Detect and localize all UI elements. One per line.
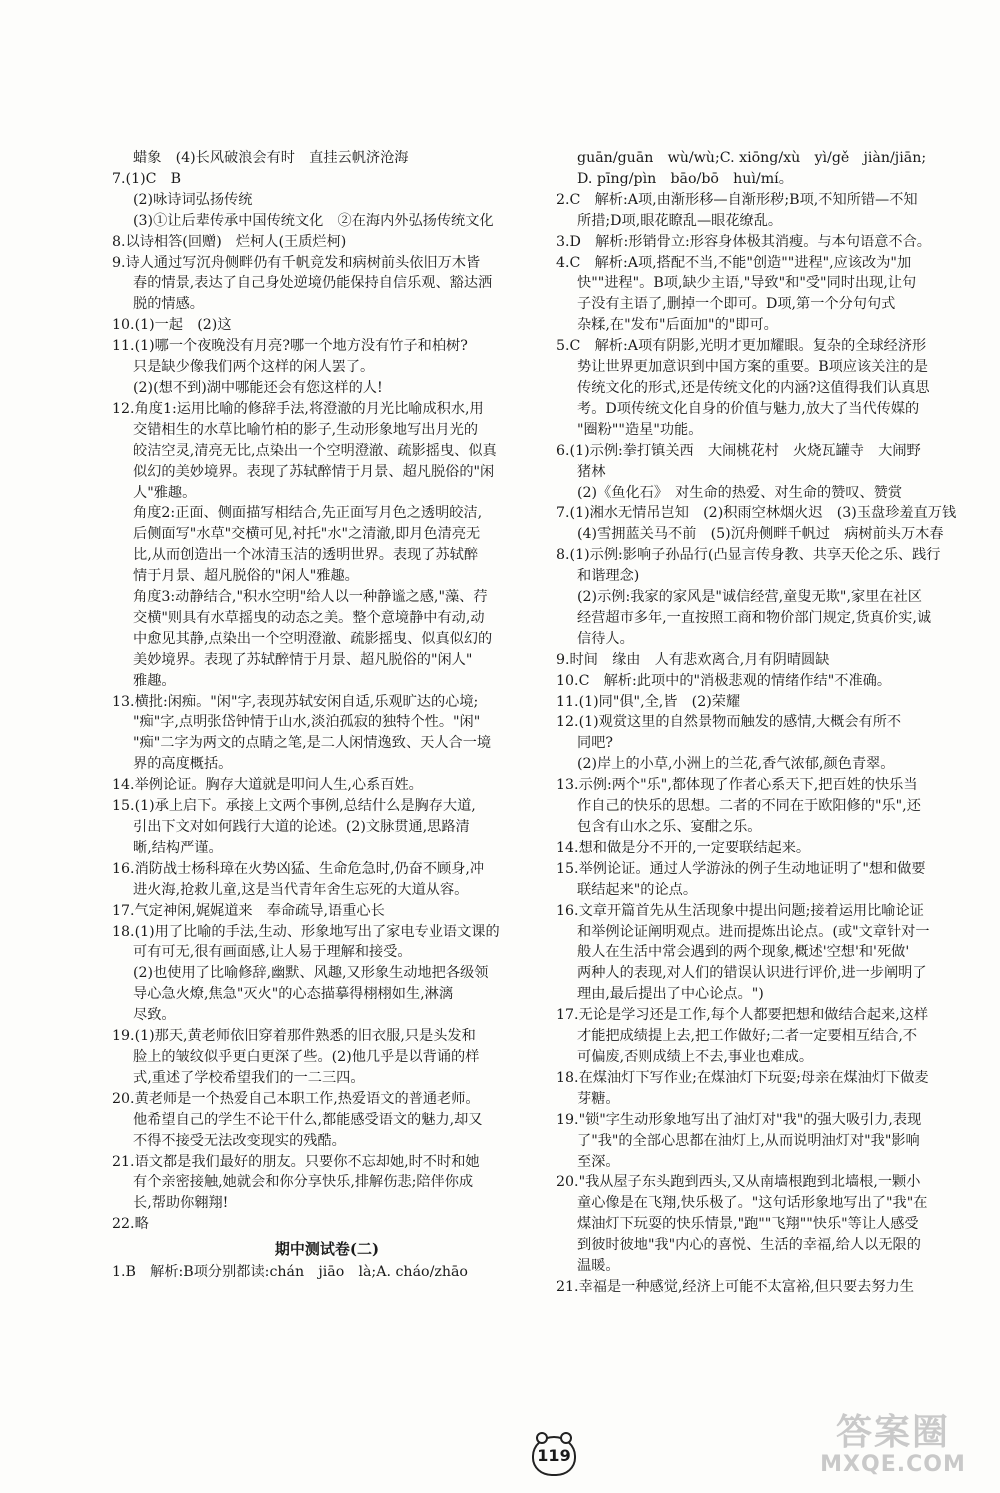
answer-line: 17.无论是学习还是工作,每个人都要把想和做结合起来,这样 xyxy=(556,1007,929,1024)
answer-line: 只是缺少像我们两个这样的闲人罢了。 xyxy=(133,359,375,376)
answer-line: 煤油灯下玩耍的快乐情景,"跑""飞翔""快乐"等让人感受 xyxy=(577,1216,919,1233)
answer-line: 12.(1)观赏这里的自然景物而触发的感情,大概会有所不 xyxy=(556,714,902,731)
answer-line: 作自己的快乐的思想。二者的不同在于欧阳修的"乐",还 xyxy=(577,798,921,815)
answer-line: 13.横批:闲痴。"闲"字,表现苏轼安闲自适,乐观旷达的心境; xyxy=(112,693,479,710)
answer-line: 11.(1)哪一个夜晚没有月亮?哪一个地方没有竹子和柏树? xyxy=(112,338,468,355)
answer-line: (2)岸上的小草,小洲上的兰花,香气浓郁,颜色青翠。 xyxy=(577,756,895,773)
answer-line: 界的高度概括。 xyxy=(133,756,233,773)
answer-line: (2)咏诗词弘扬传统 xyxy=(133,191,253,208)
answer-line: 8.以诗相答(回赠) 烂柯人(王质烂柯) xyxy=(112,233,347,250)
answer-line: 情于月景、超凡脱俗的"闲人"雅趣。 xyxy=(133,568,359,585)
answer-line: 21.幸福是一种感觉,经济上可能不太富裕,但只要去努力生 xyxy=(556,1278,914,1295)
answer-line: 尽致。 xyxy=(133,1007,176,1024)
answer-line: D. pīng/pìn bāo/bō huì/mí。 xyxy=(577,170,793,187)
answer-line: 14.想和做是分不开的,一定要联结起来。 xyxy=(556,839,811,856)
answer-line: 20."我从屋子东头跑到西头,又从南墙根跑到北墙根,一颗小 xyxy=(556,1174,921,1191)
answer-line: 晰,结构严谨。 xyxy=(133,839,223,856)
answer-line: 19.(1)那天,黄老师依旧穿着那件熟悉的旧衣服,只是头发和 xyxy=(112,1028,476,1045)
right-answer-lines xyxy=(556,148,996,1298)
answer-line: 后侧面写"水草"交横可见,衬托"水"之清澈,即月色清亮无 xyxy=(133,526,481,543)
answer-line: 温暖。 xyxy=(577,1258,620,1275)
answer-line: 21.语文都是我们最好的朋友。只要你不忘却她,时不时和她 xyxy=(112,1153,480,1170)
answer-line: 可偏废,否则成绩上不去,事业也难成。 xyxy=(577,1048,814,1065)
answer-line: 考。D项传统文化自身的价值与魅力,放大了当代传媒的 xyxy=(577,400,920,417)
answer-line: 春的情景,表达了自己身处逆境仍能保持自信乐观、豁达洒 xyxy=(133,275,493,292)
left-column xyxy=(112,148,542,1283)
answer-line: 比,从而创造出一个冰清玉洁的透明世界。表现了苏轼醉 xyxy=(133,547,479,564)
answer-line: 和谐理念) xyxy=(577,568,640,585)
answer-line: 19."锁"字生动形象地写出了油灯对"我"的强大吸引力,表现 xyxy=(556,1111,922,1128)
answer-line: 22.略 xyxy=(112,1216,149,1233)
answer-line: 9.时间 缘由 人有悲欢离合,月有阴晴圆缺 xyxy=(556,651,830,668)
answer-line: 蜡象 (4)长风破浪会有时 直挂云帆济沧海 xyxy=(133,150,409,166)
answer-line: 10.C 解析:此项中的"消极悲观的情绪作结"不准确。 xyxy=(556,672,892,689)
answer-line: 14.举例论证。胸存大道就是叩问人生,心系百姓。 xyxy=(112,777,423,794)
answer-line: 美妙境界。表现了苏轼醉情于月景、超凡脱俗的"闲人" xyxy=(133,651,473,668)
answer-line: 角度2:正面、侧面描写相结合,先正面写月色之透明皎洁, xyxy=(133,505,483,522)
answer-line: 18.(1)用了比喻的手法,生动、形象地写出了家电专业语文课的 xyxy=(112,923,500,940)
answer-line: (2)也使用了比喻修辞,幽默、风趣,又形象生动地把各级领 xyxy=(133,965,489,982)
answer-line: 进火海,抢救儿童,这是当代青年舍生忘死的大道从容。 xyxy=(133,881,469,898)
answer-line: 快""进程"。B项,缺少主语,"导致"和"受"同时出现,让句 xyxy=(577,275,917,292)
answer-line: 所措;D项,眼花瞭乱—眼花缭乱。 xyxy=(577,212,783,229)
answer-line: 似幻的美妙境界。表现了苏轼醉情于月景、超凡脱俗的"闲 xyxy=(133,463,495,480)
answer-line: 势让世界更加意识到中国方案的重要。B项应该关注的是 xyxy=(577,359,928,376)
answer-line: 12.角度1:运用比喻的修辞手法,将澄澈的月光比喻成积水,用 xyxy=(112,400,484,417)
answer-line: 两种人的表现,对人们的错误认识进行评价,进一步阐明了 xyxy=(577,965,927,982)
answer-line: 4.C 解析:A项,搭配不当,不能"创造""进程",应该改为"加 xyxy=(556,254,912,271)
answer-line: (2)(想不到)湖中哪能还会有您这样的人! xyxy=(133,379,383,396)
answer-line: (3)①让后辈传承中国传统文化 ②在海内外弘扬传统文化 xyxy=(133,212,494,229)
page-number: 119 xyxy=(532,1436,576,1476)
answer-line: 引出下文对如何践行大道的论述。(2)文脉贯通,思路清 xyxy=(133,819,470,835)
answer-line: (4)雪拥蓝关马不前 (5)沉舟侧畔千帆过 病树前头万木春 xyxy=(577,526,944,543)
answer-line: 7.(1)C B xyxy=(112,170,182,187)
answer-line: "痴"字,点明张岱钟情于山水,淡泊孤寂的独特个性。"闲" xyxy=(133,714,481,731)
answer-line: 了"我"的全部心思都在油灯上,从而说明油灯对"我"影响 xyxy=(577,1132,920,1149)
section-title: 期中测试卷(二) xyxy=(274,1240,380,1259)
answer-line: 有个亲密接触,她就会和你分享快乐,排解伤悲;陪伴你成 xyxy=(133,1174,474,1191)
answer-line: 17.气定神闲,娓娓道来 奉命疏导,语重心长 xyxy=(112,902,385,919)
answer-line: guān/guān wù/wù;C. xiōng/xù yì/gě jiàn/jiān; xyxy=(577,150,927,166)
watermark-logo xyxy=(808,1413,978,1483)
answer-line: 猪林 xyxy=(577,463,606,480)
answer-line: 子没有主语了,删掉一个即可。D项,第一个分句句式 xyxy=(577,296,896,313)
answer-line: 信待人。 xyxy=(577,630,634,647)
answer-line: 人"雅趣。 xyxy=(133,484,197,501)
answer-line: 9.诗人通过写沉舟侧畔仍有千帆竞发和病树前头依旧万木皆 xyxy=(112,254,481,271)
answer-line: 联结起来"的论点。 xyxy=(577,881,698,898)
answer-line: 长,帮助你翱翔! xyxy=(133,1195,229,1212)
answer-line: "痴"二字为两文的点睛之笔,是二人闲情逸致、天人合一境 xyxy=(133,735,492,752)
answer-line: 芽糖。 xyxy=(577,1090,620,1107)
watermark-bottom: MXQE.COM xyxy=(820,1452,966,1477)
left-after-title-lines xyxy=(112,1262,542,1283)
answer-line: 经营超市多年,一直按照工商和物价部门规定,货真价实,诚 xyxy=(577,609,932,626)
answer-line: 传统文化的形式,还是传统文化的内涵?这值得我们认真思 xyxy=(577,379,930,396)
answer-line: 角度3:动静结合,"积水空明"给人以一种静谧之感,"藻、荇 xyxy=(133,589,488,606)
answer-line: 包含有山水之乐、宴酣之乐。 xyxy=(577,819,762,835)
answer-line: 1.B 解析:B项分别都读:chán jiāo là;A. cháo/zhāo xyxy=(112,1264,468,1281)
answer-line: "圈粉""造星"功能。 xyxy=(577,421,703,438)
answer-line: 7.(1)湘水无情吊岂知 (2)积雨空林烟火迟 (3)玉盘珍羞直万钱 xyxy=(556,505,957,522)
answer-line: 16.文章开篇首先从生活现象中提出问题;接着运用比喻论证 xyxy=(556,902,924,919)
answer-line: 般人在生活中常会遇到的两个现象,概述'空想'和'死做' xyxy=(577,944,910,961)
left-answer-lines xyxy=(112,148,542,1235)
answer-line: 同吧? xyxy=(577,735,613,752)
answer-line: 交错相生的水草比喻竹柏的影子,生动形象地写出月光的 xyxy=(133,421,479,438)
answer-line: 导心急火燎,焦急"灭火"的心态描摹得栩栩如生,淋漓 xyxy=(133,986,454,1003)
answer-line: 15.(1)承上启下。承接上文两个事例,总结什么是胸存大道, xyxy=(112,798,476,815)
answer-line: 不得不接受无法改变现实的残酷。 xyxy=(133,1132,346,1149)
answer-line: (2)《鱼化石》 对生命的热爱、对生命的赞叹、赞赏 xyxy=(577,484,903,501)
answer-line: 16.消防战士杨科璋在火势凶猛、生命危急时,仍奋不顾身,冲 xyxy=(112,860,485,877)
answer-line: 他希望自己的学生不论干什么,都能感受语文的魅力,却又 xyxy=(133,1111,483,1128)
answer-line: 可有可无,很有画面感,让人易于理解和接受。 xyxy=(133,944,412,961)
answer-line: 杂糅,在"发布"后面加"的"即可。 xyxy=(577,317,778,334)
answer-line: 至深。 xyxy=(577,1153,620,1170)
answer-line: 和举例论证阐明观点。进而提炼出论点。(或"文章针对一 xyxy=(577,923,930,940)
answer-line: 中愈见其静,点染出一个空明澄澈、疏影摇曳、似真似幻的 xyxy=(133,630,493,647)
answer-line: 2.C 解析:A项,由渐形移—自渐形秽;B项,不知所错—不知 xyxy=(556,191,918,208)
answer-line: 10.(1)一起 (2)这 xyxy=(112,317,232,334)
answer-line: 脸上的皱纹似乎更白更深了些。(2)他几乎是以背诵的样 xyxy=(133,1048,480,1065)
answer-line: 才能把成绩提上去,把工作做好;二者一定要相互结合,不 xyxy=(577,1028,918,1045)
answer-line: 雅趣。 xyxy=(133,672,176,689)
answer-line: 3.D 解析:形销骨立:形容身体极其消瘦。与本句语意不合。 xyxy=(556,233,931,250)
answer-line: 11.(1)同"俱",全,皆 (2)荣耀 xyxy=(556,693,741,710)
answer-line: 式,重述了学校希望我们的一二三四。 xyxy=(133,1069,365,1086)
answer-line: 脱的情感。 xyxy=(133,296,204,313)
answer-line: 到彼时彼地"我"内心的喜悦、生活的幸福,给人以无限的 xyxy=(577,1237,921,1254)
answer-line: 8.(1)示例:影响子孙品行(凸显言传身教、共享天伦之乐、践行 xyxy=(556,547,941,564)
answer-line: 15.举例论证。通过人学游泳的例子生动地证明了"想和做要 xyxy=(556,860,926,877)
answer-line: (2)示例:我家的家风是"诚信经营,童叟无欺",家里在社区 xyxy=(577,589,922,606)
watermark-top: 答案圈 xyxy=(835,1412,950,1453)
answer-line: 20.黄老师是一个热爱自己本职工作,热爱语文的普通老师。 xyxy=(112,1090,480,1107)
answer-line: 理由,最后提出了中心论点。") xyxy=(577,986,764,1003)
answer-line: 5.C 解析:A项有阴影,光明才更加耀眼。复杂的全球经济形 xyxy=(556,338,927,355)
answer-line: 交横"则具有水草摇曳的动态之美。整个意境静中有动,动 xyxy=(133,609,485,626)
answer-line: 童心像是在飞翔,快乐极了。"这句话形象地写出了"我"在 xyxy=(577,1195,928,1212)
answer-line: 18.在煤油灯下写作业;在煤油灯下玩耍;母亲在煤油灯下做麦 xyxy=(556,1069,929,1086)
answer-line: 13.示例:两个"乐",都体现了作者心系天下,把百姓的快乐当 xyxy=(556,777,918,794)
right-column xyxy=(556,148,996,1298)
answer-line: 皎洁空灵,清亮无比,点染出一个空明澄澈、疏影摇曳、似真 xyxy=(133,442,497,459)
answer-line: 6.(1)示例:拳打镇关西 大闹桃花村 火烧瓦罐寺 大闹野 xyxy=(556,442,921,459)
